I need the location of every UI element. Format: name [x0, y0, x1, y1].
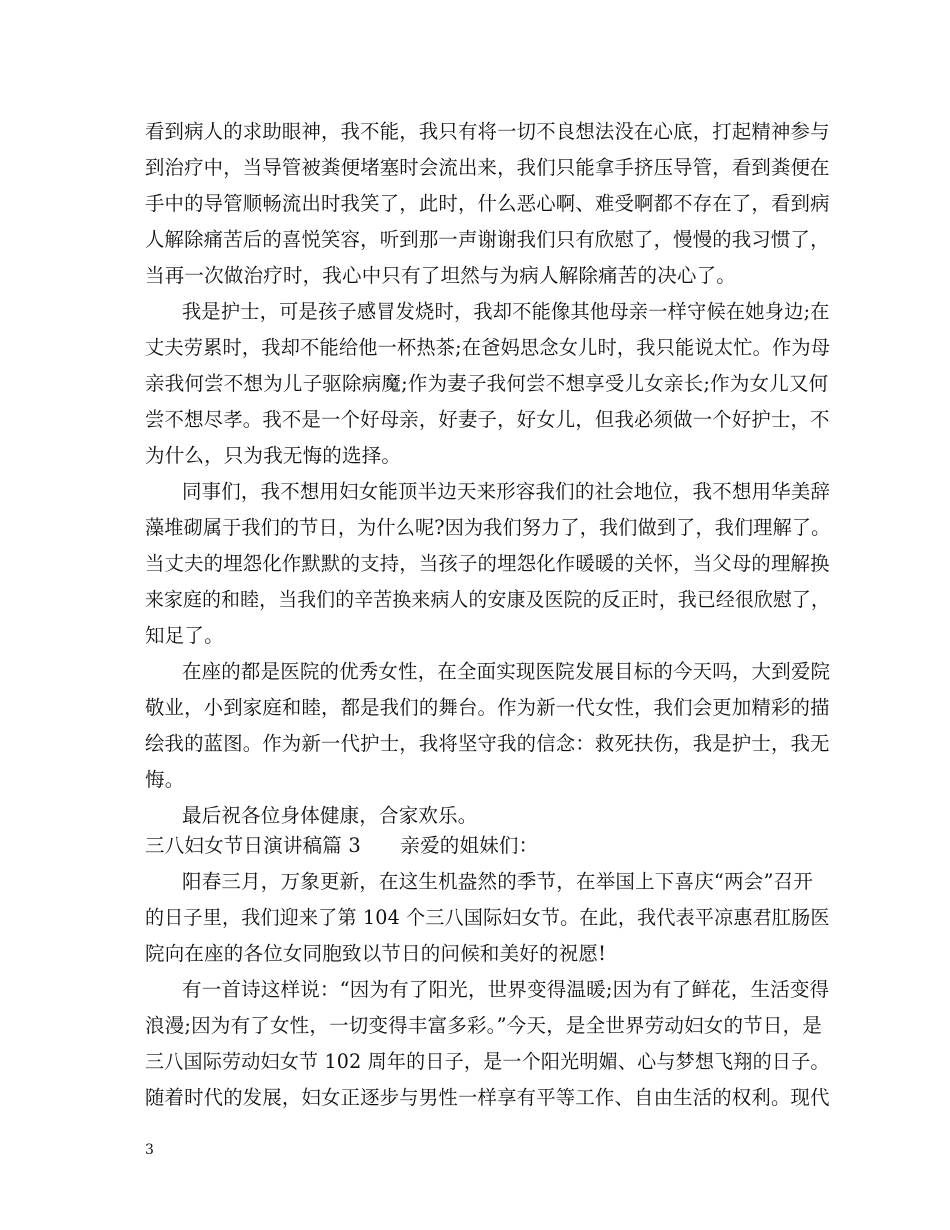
text-line: 院向在座的各位女同胞致以节日的问候和美好的祝愿!	[145, 942, 607, 965]
text-line: 最后祝各位身体健康，合家欢乐。	[182, 804, 478, 827]
text-line: 知足了。	[145, 624, 224, 647]
text-line: 看到病人的求助眼神，我不能，我只有将一切不良想法没在心底，打起精神参与	[145, 120, 830, 143]
text-line: 三八国际劳动妇女节 102 周年的日子，是一个阳光明媚、心与梦想飞翔的日子。	[145, 1050, 830, 1073]
text-line: 当丈夫的埋怨化作默默的支持，当孩子的埋怨化作暖暖的关怀，当父母的理解换	[145, 552, 830, 575]
text-line: 来家庭的和睦，当我们的辛苦换来病人的安康及医院的反正时，我已经很欣慰了，	[145, 588, 831, 611]
text-line: 手中的导管顺畅流出时我笑了，此时，什么恶心啊、难受啊都不存在了，看到病	[145, 192, 830, 215]
text-line: 丈夫劳累时，我却不能给他一杯热茶;在爸妈思念女儿时，我只能说太忙。作为母	[145, 336, 831, 359]
text-line: 浪漫;因为有了女性，一切变得丰富多彩。”今天，是全世界劳动妇女的节日，是	[145, 1014, 822, 1037]
text-line: 随着时代的发展，妇女正逐步与男性一样享有平等工作、自由生活的权利。现代	[145, 1086, 830, 1109]
text-line: 敬业，小到家庭和睦，都是我们的舞台。作为新一代女性，我们会更加精彩的描	[145, 696, 830, 719]
page-number: 3	[145, 1142, 154, 1158]
text-line: 当再一次做治疗时，我心中只有了坦然与为病人解除痛苦的决心了。	[145, 264, 737, 287]
text-line: 藻堆砌属于我们的节日，为什么呢?因为我们努力了，我们做到了，我们理解了。	[145, 516, 831, 539]
text-line: 为什么，只为我无悔的选择。	[145, 444, 402, 467]
text-line: 在座的都是医院的优秀女性，在全面实现医院发展目标的今天吗，大到爱院	[182, 660, 831, 683]
text-line: 亲我何尝不想为儿子驱除病魔;作为妻子我何尝不想享受儿女亲长;作为女儿又何	[145, 372, 829, 395]
text-line: 有一首诗这样说：“因为有了阳光，世界变得温暖;因为有了鲜花，生活变得	[182, 978, 830, 1001]
text-line: 悔。	[145, 768, 185, 791]
text-line: 绘我的蓝图。作为新一代护士，我将坚守我的信念：救死扶伤，我是护士，我无	[145, 732, 830, 755]
text-line: 我是护士，可是孩子感冒发烧时，我却不能像其他母亲一样守候在她身边;在	[182, 300, 830, 323]
section-heading: 三八妇女节日演讲稿篇 3 亲爱的姐妹们：	[145, 834, 539, 857]
text-line: 人解除痛苦后的喜悦笑容，听到那一声谢谢我们只有欣慰了，慢慢的我习惯了，	[145, 228, 830, 251]
text-line: 同事们，我不想用妇女能顶半边天来形容我们的社会地位，我不想用华美辞	[182, 480, 831, 503]
text-line: 到治疗中，当导管被粪便堵塞时会流出来，我们只能拿手挤压导管，看到粪便在	[145, 156, 830, 179]
text-line: 尝不想尽孝。我不是一个好母亲，好妻子，好女儿，但我必须做一个好护士，不	[145, 408, 830, 431]
text-line: 的日子里，我们迎来了第 104 个三八国际妇女节。在此，我代表平凉惠君肛肠医	[145, 906, 830, 929]
text-line: 阳春三月，万象更新，在这生机盎然的季节，在举国上下喜庆“两会”召开	[182, 870, 814, 893]
